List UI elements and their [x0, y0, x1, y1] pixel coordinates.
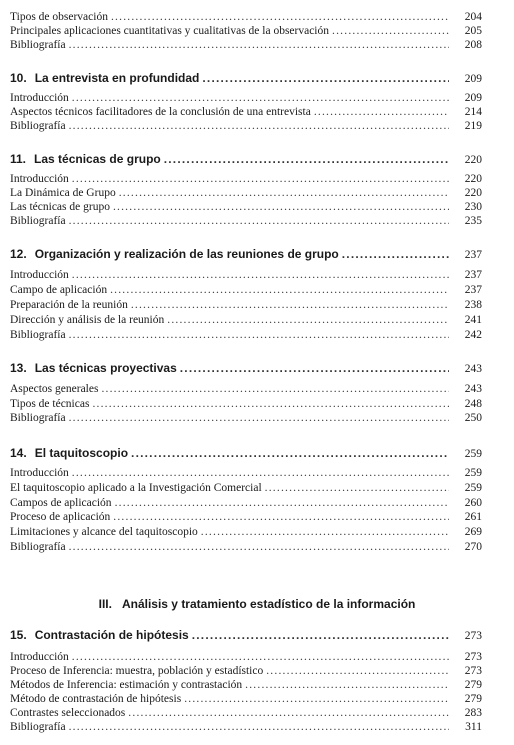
page-number: 209	[464, 73, 482, 85]
dot-leader	[115, 496, 449, 510]
dot-leader	[342, 247, 449, 262]
dot-leader	[131, 298, 449, 312]
entry-title: Preparación de la reunión	[10, 299, 128, 311]
entry-title: Introducción	[10, 467, 69, 479]
chapter-number: 12.	[10, 247, 27, 261]
dot-leader	[113, 510, 449, 524]
entry-title: Campos de aplicación	[10, 497, 112, 509]
entry-title: Bibliografía	[10, 412, 66, 424]
page-number: 220	[464, 187, 482, 199]
chapter-number: 13.	[10, 361, 27, 375]
toc-entry	[10, 328, 482, 342]
chapter-entry	[10, 152, 482, 168]
page-number: 273	[464, 651, 482, 663]
page-number: 273	[464, 665, 482, 677]
toc-entry	[10, 692, 482, 706]
toc-entry	[10, 706, 482, 720]
toc-entry	[10, 510, 482, 524]
entry-title: Método de contrastación de hipótesis	[10, 693, 182, 705]
page-number: 238	[464, 299, 482, 311]
toc-entry	[10, 268, 482, 282]
toc-entry	[10, 382, 482, 396]
dot-leader	[69, 38, 449, 52]
toc-entry	[10, 397, 482, 411]
entry-title: Tipos de observación	[10, 11, 108, 23]
toc-entry	[10, 298, 482, 312]
dot-leader	[72, 268, 449, 282]
page-number: 259	[464, 482, 482, 494]
toc-entry	[10, 186, 482, 200]
chapter-title: 10. La entrevista en profundidad	[10, 71, 200, 85]
entry-title: Bibliografía	[10, 39, 66, 51]
page-number: 242	[464, 329, 482, 341]
dot-leader	[184, 692, 449, 706]
chapter-number: 15.	[10, 628, 27, 642]
dot-leader	[119, 186, 449, 200]
dot-leader	[72, 466, 449, 480]
entry-title: Aspectos generales	[10, 383, 99, 395]
dot-leader	[72, 650, 449, 664]
entry-title: Contrastes seleccionados	[10, 707, 126, 719]
entry-title: Proceso de aplicación	[10, 511, 111, 523]
dot-leader	[69, 540, 449, 554]
entry-title: Bibliografía	[10, 215, 66, 227]
entry-title: El taquitoscopio aplicado a la Investigación Comercial	[10, 482, 262, 494]
entry-title: Las técnicas de grupo	[10, 201, 110, 213]
toc-entry	[10, 650, 482, 664]
toc-entry	[10, 105, 482, 119]
chapter-title: 11. Las técnicas de grupo	[10, 152, 161, 166]
chapter-title: 14. El taquitoscopio	[10, 446, 129, 460]
chapter-title: 15. Contrastación de hipótesis	[10, 628, 189, 642]
toc-entry	[10, 10, 482, 24]
entry-title: Métodos de Inferencia: estimación y contrastación	[10, 679, 243, 691]
chapter-title: 13. Las técnicas proyectivas	[10, 361, 177, 375]
dot-leader	[113, 200, 449, 214]
toc-entry	[10, 172, 482, 186]
entry-title: Introducción	[10, 92, 69, 104]
dot-leader	[110, 283, 449, 297]
toc-entry	[10, 720, 482, 734]
page-number: 243	[464, 363, 482, 375]
page-number: 237	[464, 249, 482, 261]
toc-entry	[10, 283, 482, 297]
entry-title: Introducción	[10, 173, 69, 185]
dot-leader	[180, 361, 449, 376]
page-number: 237	[464, 284, 482, 296]
dot-leader	[202, 71, 449, 86]
page-number: 205	[464, 25, 482, 37]
page-number: 208	[464, 39, 482, 51]
entry-title: Limitaciones y alcance del taquitoscopio	[10, 526, 198, 538]
page-number: 250	[464, 412, 482, 424]
entry-title: Bibliografía	[10, 329, 66, 341]
dot-leader	[69, 328, 449, 342]
page-number: 230	[464, 201, 482, 213]
chapter-entry	[10, 71, 482, 87]
chapter-entry	[10, 446, 482, 462]
page-number: 235	[464, 215, 482, 227]
dot-leader	[265, 481, 449, 495]
dot-leader	[314, 105, 449, 119]
toc-entry	[10, 664, 482, 678]
toc-entry	[10, 411, 482, 425]
page-number: 248	[464, 398, 482, 410]
page-number: 220	[464, 154, 482, 166]
entry-title: Proceso de Inferencia: muestra, población y estadístico	[10, 665, 264, 677]
dot-leader	[128, 706, 449, 720]
dot-leader	[266, 664, 449, 678]
entry-title: Bibliografía	[10, 541, 66, 553]
page-number: 311	[465, 721, 482, 733]
page-number: 219	[464, 120, 482, 132]
dot-leader	[69, 214, 449, 228]
dot-leader	[69, 119, 449, 133]
chapter-number: 11.	[10, 152, 27, 166]
dot-leader	[92, 397, 449, 411]
part-title: Análisis y tratamiento estadístico de la información	[121, 597, 416, 611]
toc-entry	[10, 540, 482, 554]
toc-entry	[10, 466, 482, 480]
page-number: 214	[464, 106, 482, 118]
dot-leader	[72, 91, 449, 105]
entry-title: Dirección y análisis de la reunión	[10, 314, 165, 326]
page-number: 269	[464, 526, 482, 538]
dot-leader	[69, 720, 449, 734]
part-number: III.	[98, 597, 112, 611]
entry-title: La Dinámica de Grupo	[10, 187, 116, 199]
chapter-entry	[10, 361, 482, 377]
page-number: 259	[464, 448, 482, 460]
toc-entry	[10, 214, 482, 228]
toc-entry	[10, 200, 482, 214]
page-number: 243	[464, 383, 482, 395]
page-number: 273	[464, 630, 482, 642]
page-number: 237	[464, 269, 482, 281]
entry-title: Introducción	[10, 651, 69, 663]
page-number: 209	[464, 92, 482, 104]
dot-leader	[332, 24, 449, 38]
entry-title: Aspectos técnicos facilitadores de la conclusión de una entrevista	[10, 106, 311, 118]
dot-leader	[111, 10, 449, 24]
page-number: 279	[464, 679, 482, 691]
page-number: 259	[464, 467, 482, 479]
dot-leader	[245, 678, 449, 692]
toc-entry	[10, 119, 482, 133]
page-number: 283	[464, 707, 482, 719]
page-number: 260	[464, 497, 482, 509]
toc-entry	[10, 496, 482, 510]
part-heading	[0, 597, 514, 612]
page-number: 261	[464, 511, 482, 523]
chapter-number: 10.	[10, 71, 27, 85]
chapter-title: 12. Organización y realización de las reuniones de grupo	[10, 247, 339, 261]
entry-title: Campo de aplicación	[10, 284, 108, 296]
entry-title: Tipos de técnicas	[10, 398, 90, 410]
page-number: 279	[464, 693, 482, 705]
entry-title: Bibliografía	[10, 721, 66, 733]
toc-entry	[10, 24, 482, 38]
toc-entry	[10, 38, 482, 52]
dot-leader	[201, 525, 449, 539]
chapter-entry	[10, 628, 482, 644]
entry-title: Principales aplicaciones cuantitativas y cualitativas de la observación	[10, 25, 330, 37]
page-number: 241	[464, 314, 482, 326]
dot-leader	[167, 313, 449, 327]
dot-leader	[192, 628, 449, 643]
dot-leader	[69, 411, 449, 425]
entry-title: Introducción	[10, 269, 69, 281]
toc-entry	[10, 91, 482, 105]
dot-leader	[101, 382, 449, 396]
chapter-entry	[10, 247, 482, 263]
dot-leader	[131, 446, 449, 461]
page-number: 204	[464, 11, 482, 23]
dot-leader	[164, 152, 449, 167]
page-number: 220	[464, 173, 482, 185]
dot-leader	[72, 172, 449, 186]
chapter-number: 14.	[10, 446, 27, 460]
toc-entry	[10, 678, 482, 692]
toc-entry	[10, 525, 482, 539]
toc-entry	[10, 481, 482, 495]
page-number: 270	[464, 541, 482, 553]
entry-title: Bibliografía	[10, 120, 66, 132]
toc-entry	[10, 313, 482, 327]
